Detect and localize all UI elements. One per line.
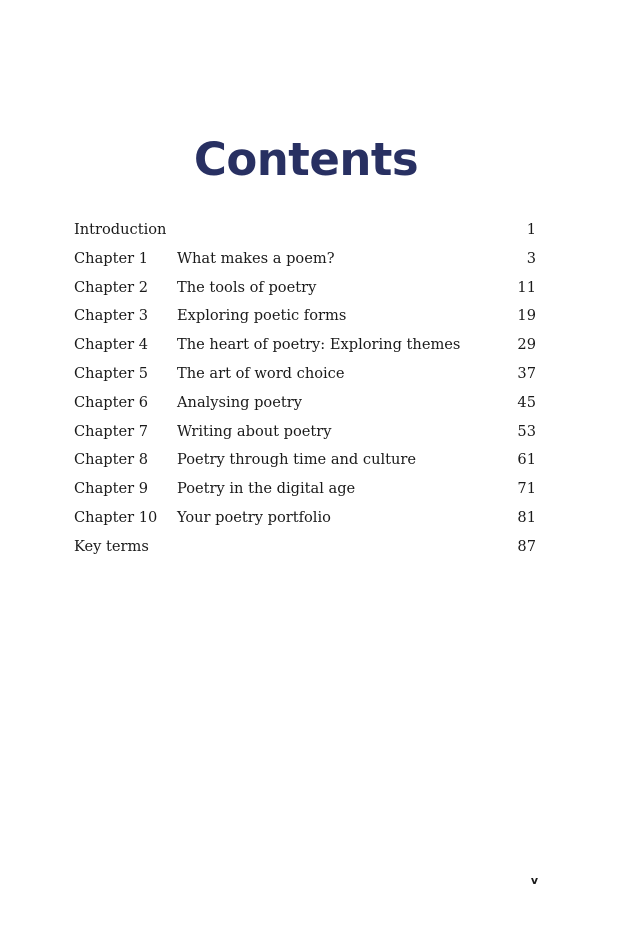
toc-entry xyxy=(74,360,538,389)
toc-entry xyxy=(74,302,538,331)
toc-entry-label: Chapter 6 xyxy=(74,393,149,411)
toc-entry-label: Chapter 5 xyxy=(74,364,149,382)
toc-entry xyxy=(74,389,538,418)
toc-entry-title: The art of word choice xyxy=(177,364,345,382)
toc-entry-label: Chapter 7 xyxy=(74,422,149,440)
table-of-contents xyxy=(74,216,538,562)
toc-entry-title: The tools of poetry xyxy=(177,278,317,296)
toc-entry-title: The heart of poetry: Exploring themes xyxy=(177,336,461,354)
toc-entry-label: Chapter 10 xyxy=(74,508,158,526)
toc-entry xyxy=(74,418,538,447)
toc-entry xyxy=(74,245,538,274)
toc-entry-page: 71 xyxy=(517,480,536,498)
toc-entry xyxy=(74,216,538,245)
toc-entry-title: What makes a poem? xyxy=(177,249,335,267)
toc-entry-title: Analysing poetry xyxy=(177,393,302,411)
toc-entry-page: 37 xyxy=(517,364,536,382)
toc-entry-label: Chapter 9 xyxy=(74,480,149,498)
toc-entry-page: 3 xyxy=(526,249,536,267)
toc-entry-page: 81 xyxy=(517,508,536,526)
toc-entry-page: 87 xyxy=(517,537,536,555)
toc-entry xyxy=(74,504,538,533)
toc-entry-page: 19 xyxy=(517,307,536,325)
toc-entry-title: Writing about poetry xyxy=(177,422,332,440)
toc-entry-page: 29 xyxy=(517,336,536,354)
toc-entry-label: Chapter 1 xyxy=(74,249,149,267)
page-number: v xyxy=(530,874,538,887)
toc-entry-title: Your poetry portfolio xyxy=(177,508,331,526)
toc-entry xyxy=(74,331,538,360)
page-title: Contents xyxy=(193,133,419,187)
toc-entry-page: 1 xyxy=(526,221,536,238)
toc-entry-title: Poetry in the digital age xyxy=(177,480,356,498)
toc-entry-page: 61 xyxy=(517,451,536,469)
toc-entry-label: Introduction xyxy=(74,221,167,238)
toc-entry-page: 53 xyxy=(517,422,536,440)
toc-entry-page: 45 xyxy=(517,393,536,411)
toc-entry-label: Key terms xyxy=(74,537,149,555)
toc-entry-label: Chapter 8 xyxy=(74,451,149,469)
toc-entry xyxy=(74,446,538,475)
toc-entry-title: Poetry through time and culture xyxy=(177,451,417,469)
toc-entry xyxy=(74,274,538,303)
toc-entry xyxy=(74,533,538,562)
toc-entry-label: Chapter 2 xyxy=(74,278,149,296)
toc-entry-title: Exploring poetic forms xyxy=(177,307,347,325)
toc-entry-label: Chapter 3 xyxy=(74,307,149,325)
toc-entry-label: Chapter 4 xyxy=(74,336,149,354)
toc-entry-page: 11 xyxy=(517,278,536,296)
toc-entry xyxy=(74,475,538,504)
